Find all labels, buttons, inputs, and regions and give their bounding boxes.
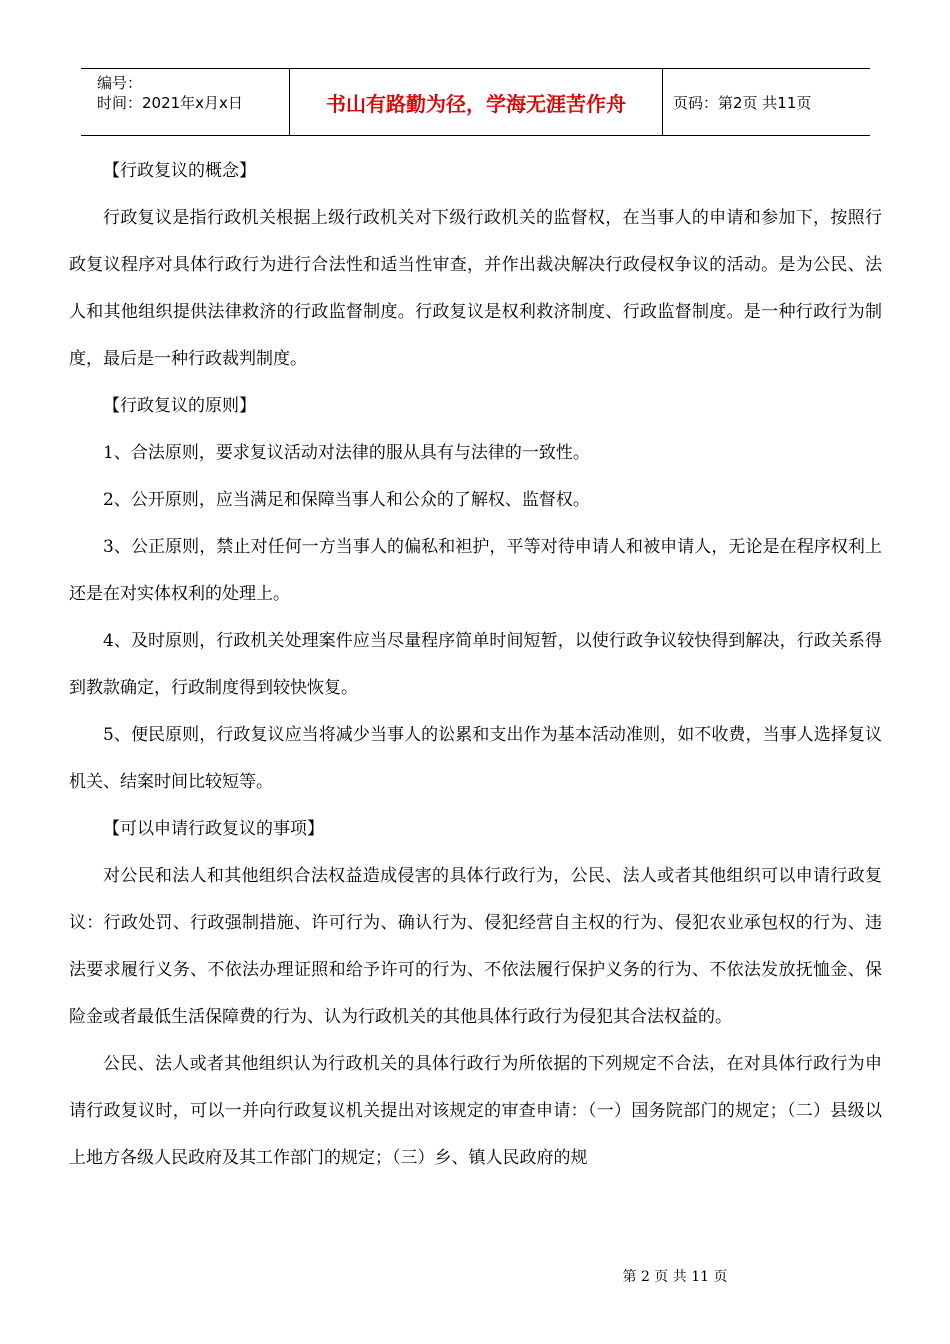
page-footer: 第 2 页 共 11 页 <box>622 1269 728 1285</box>
paragraph-principle-3: 3、公正原则，禁止对任何一方当事人的偏私和袒护，平等对待申请人和被申请人，无论是在程序权利上还是在对实体权利的处理上。 <box>69 537 882 604</box>
paragraph-principle-1: 1、合法原则，要求复议活动对法律的服从具有与法律的一致性。 <box>103 443 590 463</box>
document-time-label: 时间：2021年x月x日 <box>97 94 243 112</box>
paragraph-principle-2: 2、公开原则，应当满足和保障当事人和公众的了解权、监督权。 <box>103 490 590 510</box>
section-heading-concept: 【行政复议的概念】 <box>103 161 256 181</box>
document-number-label: 编号： <box>97 74 143 92</box>
paragraph-concept: 行政复议是指行政机关根据上级行政机关对下级行政机关的监督权，在当事人的申请和参加下，按照行政复议程序对具体行政行为进行合法性和适当性审查，并作出裁决解决行政侵权争议的活动。是为公民、法人和其他组织提供法律救济的行政监督制度。行政复议是权利救济制度、行政监督制度。是一种行政行为制度，最后是一种行政裁判制度。 <box>69 208 882 369</box>
header-meta-cell <box>81 69 290 136</box>
document-body <box>69 148 882 1182</box>
header-page-info: 页码：第2页 共11页 <box>663 69 871 136</box>
paragraph-principle-5: 5、便民原则，行政复议应当将减少当事人的讼累和支出作为基本活动准则，如不收费，当事人选择复议机关、结案时间比较短等。 <box>69 725 882 792</box>
document-header <box>81 68 870 136</box>
section-heading-principles: 【行政复议的原则】 <box>103 396 256 416</box>
section-heading-matters: 【可以申请行政复议的事项】 <box>103 819 324 839</box>
paragraph-matters: 对公民和法人和其他组织合法权益造成侵害的具体行政行为，公民、法人或者其他组织可以申请行政复议：行政处罚、行政强制措施、许可行为、确认行为、侵犯经营自主权的行为、侵犯农业承包权的行为、违法要求履行义务、不依法办理证照和给予许可的行为、不依法履行保护义务的行为、不依法发放抚恤金、保险金或者最低生活保障费的行为、认为行政机关的其他具体行政行为侵犯其合法权益的。 <box>69 866 882 1027</box>
paragraph-principle-4: 4、及时原则，行政机关处理案件应当尽量程序简单时间短暂，以使行政争议较快得到解决，行政关系得到教款确定，行政制度得到较快恢复。 <box>69 631 882 698</box>
paragraph-regulation-review: 公民、法人或者其他组织认为行政机关的具体行政行为所依据的下列规定不合法，在对具体行政行为申请行政复议时，可以一并向行政复议机关提出对该规定的审查申请：（一）国务院部门的规定；（二）县级以上地方各级人民政府及其工作部门的规定；（三）乡、镇人民政府的规 <box>69 1054 882 1168</box>
header-motto: 书山有路勤为径，学海无涯苦作舟 <box>290 69 663 136</box>
